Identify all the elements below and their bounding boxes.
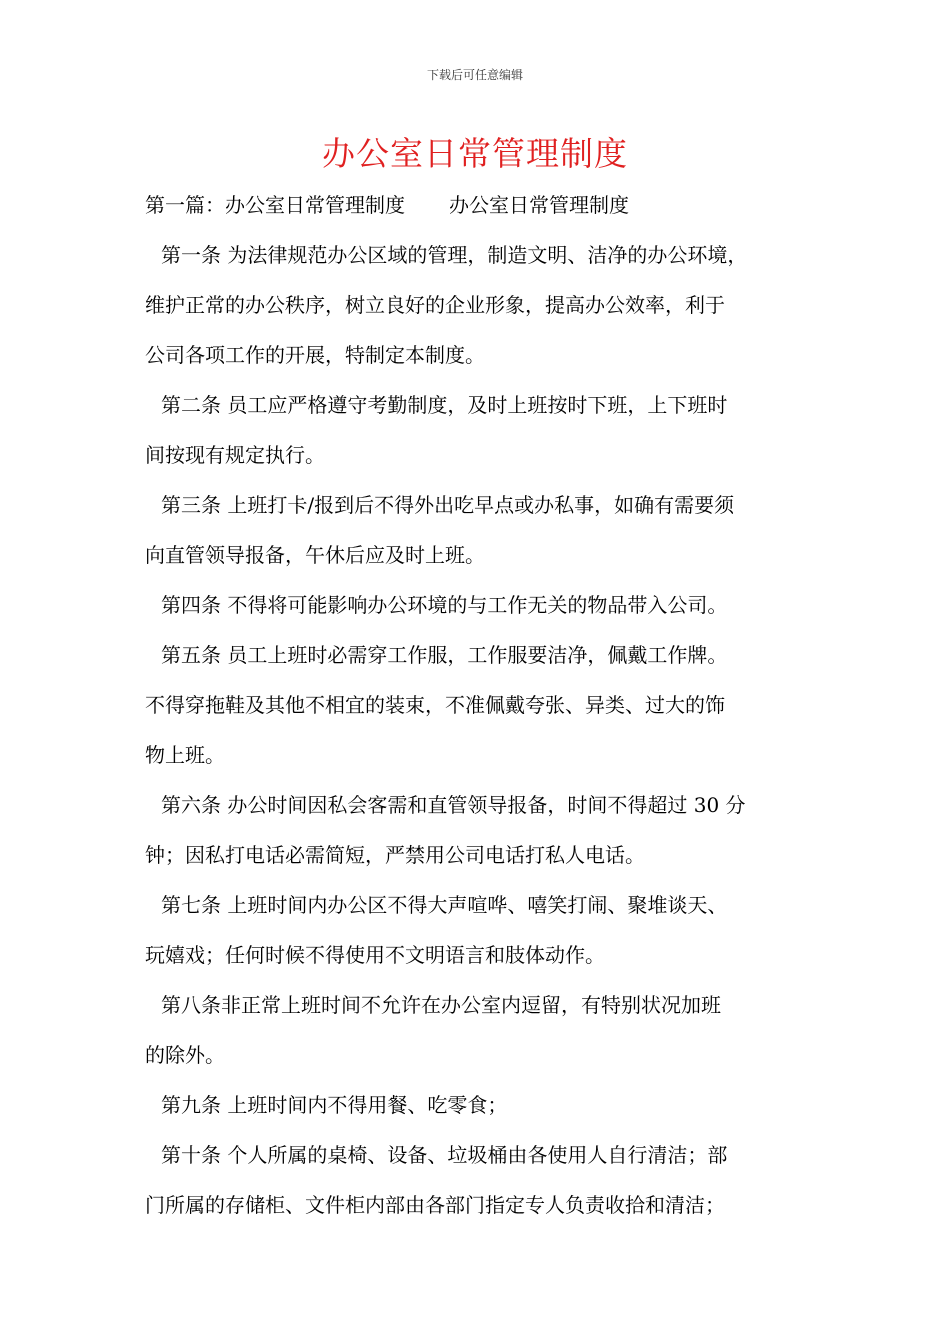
article-2-line-1: 第二条 员工应严格遵守考勤制度，及时上班按时下班，上下班时 [161, 393, 728, 417]
subtitle-right: 办公室日常管理制度 [449, 193, 629, 217]
article-7-line-2: 玩嬉戏；任何时候不得使用不文明语言和肢体动作。 [145, 943, 605, 967]
article-4-line-1: 第四条 不得将可能影响办公环境的与工作无关的物品带入公司。 [161, 593, 728, 617]
article-1-line-2: 维护正常的办公秩序，树立良好的企业形象，提高办公效率，利于 [145, 293, 725, 317]
article-10-line-2: 门所属的存储柜、文件柜内部由各部门指定专人负责收拾和清洁； [145, 1193, 725, 1217]
article-1-line-1: 第一条 为法律规范办公区域的管理，制造文明、洁净的办公环境， [161, 243, 748, 267]
article-2-line-2: 间按现有规定执行。 [145, 443, 325, 467]
article-10-line-1: 第十条 个人所属的桌椅、设备、垃圾桶由各使用人自行清洁；部 [161, 1143, 728, 1167]
document-subtitle [145, 180, 825, 230]
article-5-line-1: 第五条 员工上班时必需穿工作服，工作服要洁净，佩戴工作牌。 [161, 643, 728, 667]
document-body [145, 180, 825, 1230]
article-8-line-1: 第八条非正常上班时间不允许在办公室内逗留，有特别状况加班 [161, 993, 721, 1017]
article-1-line-3: 公司各项工作的开展，特制定本制度。 [145, 343, 485, 367]
article-5-line-2: 不得穿拖鞋及其他不相宜的装束，不准佩戴夸张、异类、过大的饰 [145, 693, 725, 717]
article-6-line-1: 第六条 办公时间因私会客需和直管领导报备，时间不得超过 30 分 [161, 793, 746, 817]
article-3-line-1: 第三条 上班打卡/报到后不得外出吃早点或办私事，如确有需要须 [161, 493, 735, 517]
article-6-line-2: 钟；因私打电话必需简短，严禁用公司电话打私人电话。 [145, 843, 645, 867]
article-9-line-1: 第九条 上班时间内不得用餐、吃零食； [161, 1093, 508, 1117]
header-note: 下载后可任意编辑 [426, 68, 523, 82]
article-3-line-2: 向直管领导报备，午休后应及时上班。 [145, 543, 485, 567]
article-5-line-3: 物上班。 [145, 743, 225, 767]
subtitle-left: 第一篇：办公室日常管理制度 [145, 193, 405, 217]
article-8-line-2: 的除外。 [145, 1043, 225, 1067]
document-title: 办公室日常管理制度 [322, 134, 628, 173]
article-7-line-1: 第七条 上班时间内办公区不得大声喧哗、嘻笑打闹、聚堆谈天、 [161, 893, 728, 917]
